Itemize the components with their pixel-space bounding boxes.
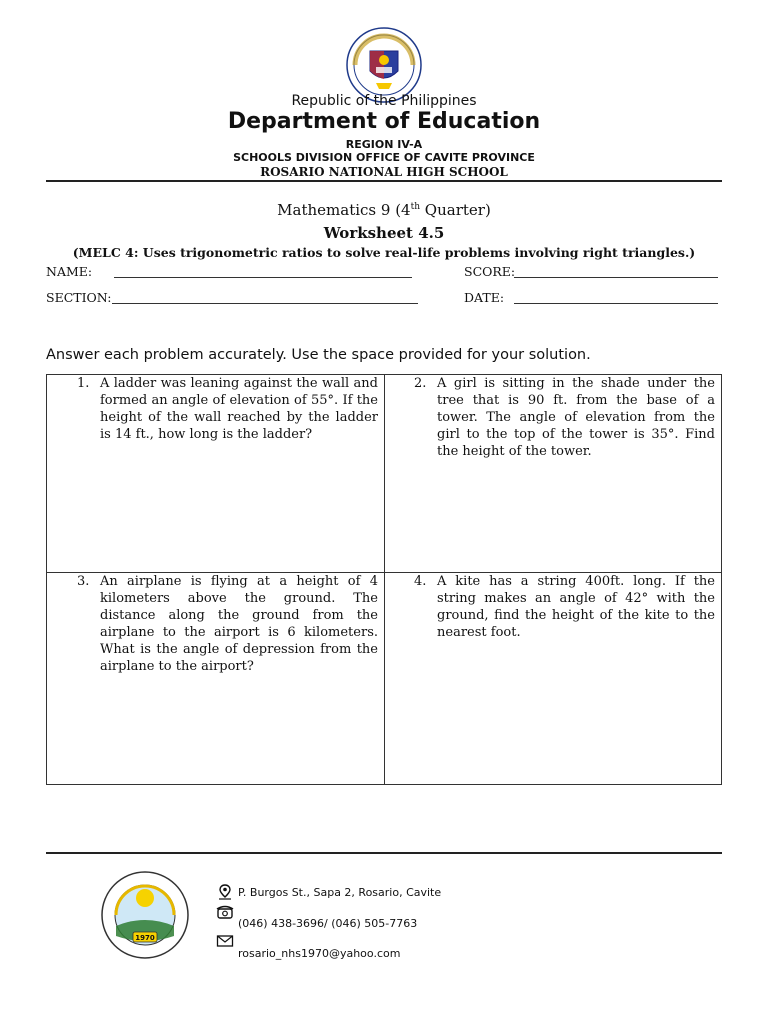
date-line[interactable] [514,303,718,304]
rnhs-logo-year: 1970 [135,934,155,942]
section-label: SECTION: [46,290,112,305]
republic-title: Republic of the Philippines [291,93,477,109]
rnhs-school-logo [100,870,190,960]
problem-1-number: 1. [77,376,90,391]
footer-divider [46,852,722,854]
name-label: NAME: [46,264,93,279]
problem-4-number: 4. [414,574,427,589]
problem-3-number: 3. [77,574,90,589]
problem-2-text: A girl is sitting in the shade under the tree that is 90 ft. from the base of a tower. The angle of elevation from the girl to the top of the tower is 35°. Find the height of the tower. [437,376,715,459]
address-text: P. Burgos St., Sapa 2, Rosario, Cavite [238,886,442,899]
email-text: rosario_nhs1970@yahoo.com [238,947,401,960]
department-title: Department of Education [227,109,541,134]
phone-icon [216,904,234,920]
region-label: REGION IV-A [345,138,423,151]
problem-1-text: A ladder was leaning against the wall and formed an angle of elevation of 55°. If the height of the wall reached by the ladder is 14 ft., how long is the ladder? [100,376,378,442]
location-icon [216,884,234,900]
instructions: Answer each problem accurately. Use the space provided for your solution. [46,347,591,363]
header-divider [46,180,722,182]
date-label: DATE: [464,290,505,305]
deped-seal-logo [346,27,422,103]
problem-2-number: 2. [414,376,427,391]
name-line[interactable] [114,277,412,278]
email-icon [216,933,234,949]
worksheet-title: Worksheet 4.5 [323,224,445,242]
grid-divider-vertical [384,375,385,784]
subject-title: Mathematics 9 (4th Quarter) [277,201,491,219]
phone-text: (046) 438-3696/ (046) 505-7763 [238,917,418,930]
melc-statement: (MELC 4: Uses trigonometric ratios to solve real-life problems involving right triangles.) [72,245,696,260]
score-line[interactable] [514,277,718,278]
score-label: SCORE: [464,264,516,279]
division-label: SCHOOLS DIVISION OFFICE OF CAVITE PROVINCE [233,151,535,164]
problem-4-text: A kite has a string 400ft. long. If the string makes an angle of 42° with the ground, find the height of the kite to the nearest foot. [437,574,715,640]
problem-3-text: An airplane is flying at a height of 4 kilometers above the ground. The distance along the ground from the airplane to the airport is 6 kilometers. What is the angle of depression from the airplane to the airport? [100,574,378,674]
school-name: ROSARIO NATIONAL HIGH SCHOOL [260,165,508,179]
section-line[interactable] [112,303,418,304]
problem-grid [46,374,722,785]
